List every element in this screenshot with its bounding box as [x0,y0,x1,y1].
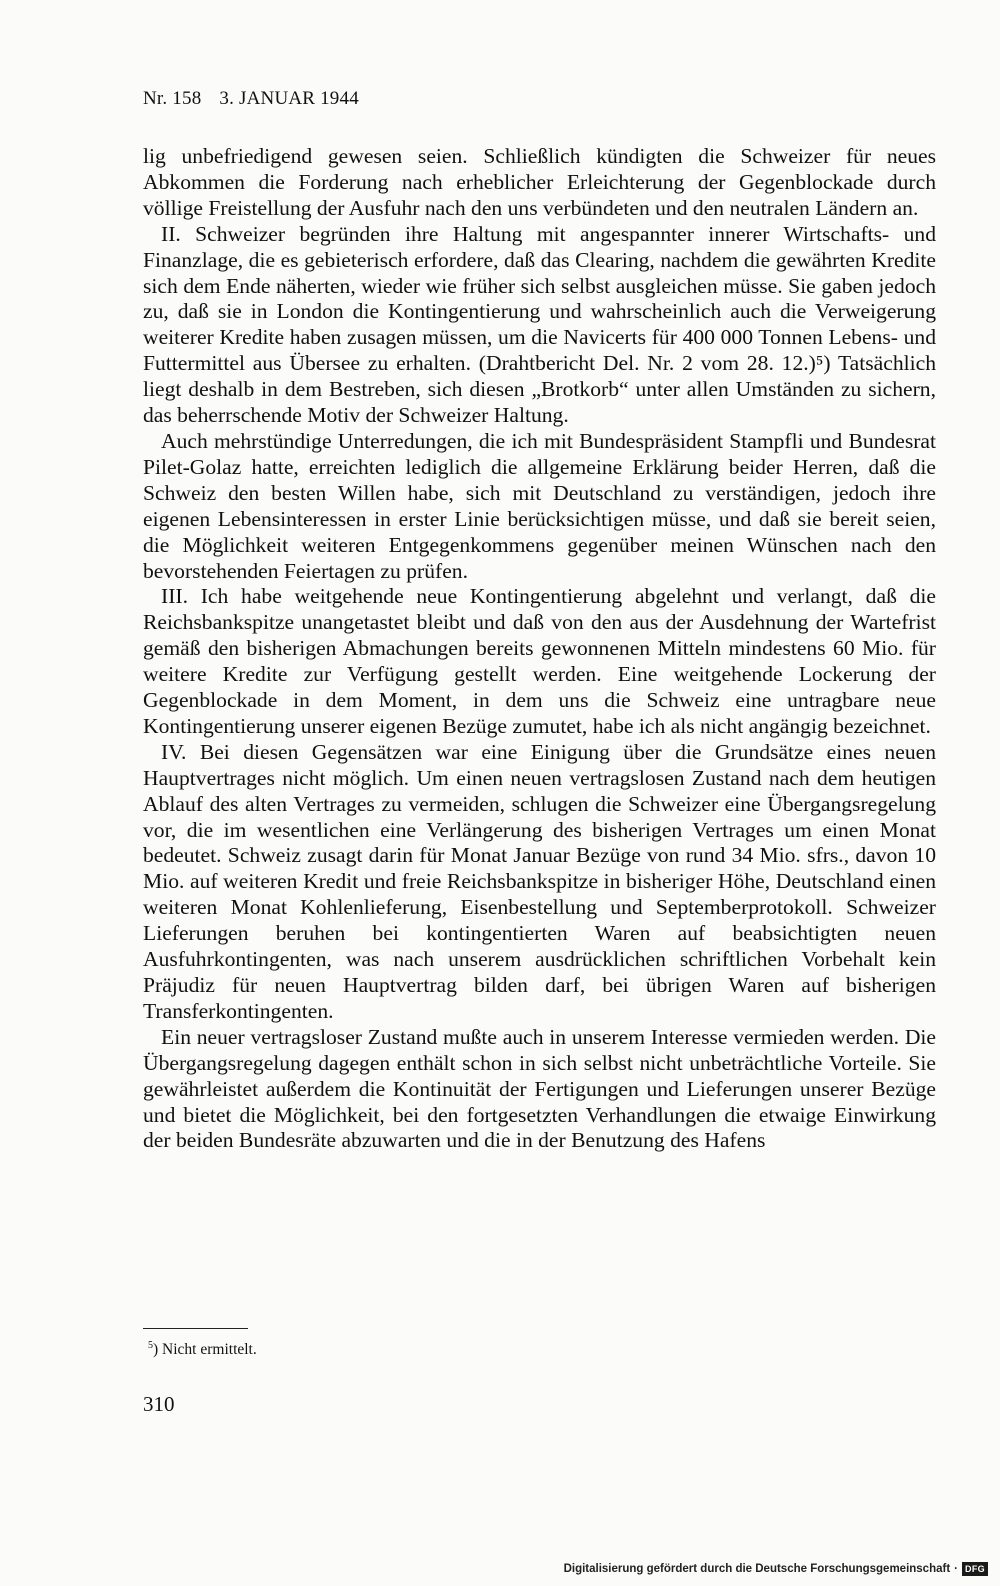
dfg-logo-icon: DFG [962,1562,988,1576]
footnote [148,1340,257,1359]
page-number: 310 [143,1392,175,1416]
digitization-credit [564,1562,988,1576]
paragraph-section-4: IV. Bei diesen Gegensätzen war eine Einigung über die Grundsätze eines neuen Hauptvertrages nicht möglich. Um einen neuen vertragslosen Zustand nach dem heutigen Ablauf des alten Vertrages zu vermeiden, schlugen die Schweizer eine Übergangsregelung vor, die im wesentlichen eine Verlängerung des bisherigen Vertrages um einen Monat bedeutet. Schweiz zusagt darin für Monat Januar Bezüge von rund 34 Mio. sfrs., davon 10 Mio. auf weiteren Kredit und freie Reichsbankspitze in bisheriger Höhe, Deutschland einen weiteren Monat Kohlenlieferung, Eisenbestellung und Septemberprotokoll. Schweizer Lieferungen beruhen bei kontingentierten Waren auf beabsichtigten neuen Ausfuhrkontingenten, was nach unserem ausdrücklichen schriftlichen Vorbehalt kein Präjudiz für neuen Hauptvertrag bilden darf, bei übrigen Waren auf bisherigen Transferkontingenten. [143,739,936,1023]
footnote-paren: ) [153,1341,159,1359]
footnote-marker: 5 [148,1340,153,1351]
paragraph-continuation: lig unbefriedigend gewesen seien. Schließlich kündigten die Schweizer für neues Abkommen die Forderung nach erheblicher Erleichterung der Gegenblockade durch völlige Freistellung der Ausfuhr nach den uns verbündeten und den neutralen Ländern an. [143,144,936,220]
document-date: 3. JANUAR 1944 [219,88,359,109]
paragraph-transition: Ein neuer vertragsloser Zustand mußte auch in unserem Interesse vermieden werden. Die Übergangsregelung dagegen enthält schon in sich selbst nicht unbeträchtliche Vorteile. Sie gewährleistet außerdem die Kontinuität der Fertigungen und Lieferungen unserer Bezüge und bietet die Möglichkeit, bei den fortgesetzten Verhandlungen die etwaige Einwirkung der beiden Bundesräte abzuwarten und die in der Benutzung des Hafens [143,1024,936,1153]
footnote-divider [143,1328,248,1329]
credit-text: Digitalisierung gefördert durch die Deutsche Forschungsgemeinschaft [563,1563,951,1575]
credit-separator: · [954,1563,958,1575]
body-text [143,144,936,1154]
running-head [143,88,359,110]
paragraph-section-3: III. Ich habe weitgehende neue Kontingentierung abgelehnt und verlangt, daß die Reichsbankspitze unangetastet bleibt und daß von den aus der Ausdehnung der Wartefrist gemäß den bisherigen Abmachungen bereits gewonnenen Mitteln mindestens 60 Mio. für weitere Kredite zur Verfügung gestellt werden. Eine weitgehende Lockerung der Gegenblockade in dem Moment, in dem uns die Schweiz eine untragbare neue Kontingentierung unserer eigenen Bezüge zumutet, habe ich als nicht angängig bezeichnet. [143,584,936,738]
paragraph-conversations: Auch mehrstündige Unterredungen, die ich mit Bundespräsident Stampfli und Bundesrat Pilet-Golaz hatte, erreichten lediglich die allgemeine Erklärung beider Herren, daß die Schweiz den besten Willen habe, sich mit Deutschland zu verständigen, jedoch ihre eigenen Lebensinteressen in erster Linie berücksichtigen müsse, und daß sie bereit seien, die Möglichkeit weiteren Entgegenkommens gegenüber meinen Wünschen nach den bevorstehenden Feiertagen zu prüfen. [143,428,936,583]
document-number: Nr. 158 [143,88,202,109]
paragraph-section-2: II. Schweizer begründen ihre Haltung mit angespannter innerer Wirtschafts- und Finanzlage, die es gebieterisch erfordere, daß das Clearing, nachdem die gewährten Kredite sich dem Ende näherten, wieder wie früher sich selbst ausgleichen müsse. Sie gaben jedoch zu, daß sie in London die Kontingentierung und wahrscheinlich auch die Verweigerung weiterer Kredite haben zusagen müssen, um die Navicerts für 400 000 Tonnen Lebens- und Futtermittel aus Übersee zu erhalten. (Drahtbericht Del. Nr. 2 vom 28. 12.)⁵) Tatsächlich liegt deshalb in dem Bestreben, sich diesen „Brotkorb“ unter allen Umständen zu sichern, das beherrschende Motiv der Schweizer Haltung. [143,221,936,428]
footnote-text: Nicht ermittelt. [162,1341,257,1359]
